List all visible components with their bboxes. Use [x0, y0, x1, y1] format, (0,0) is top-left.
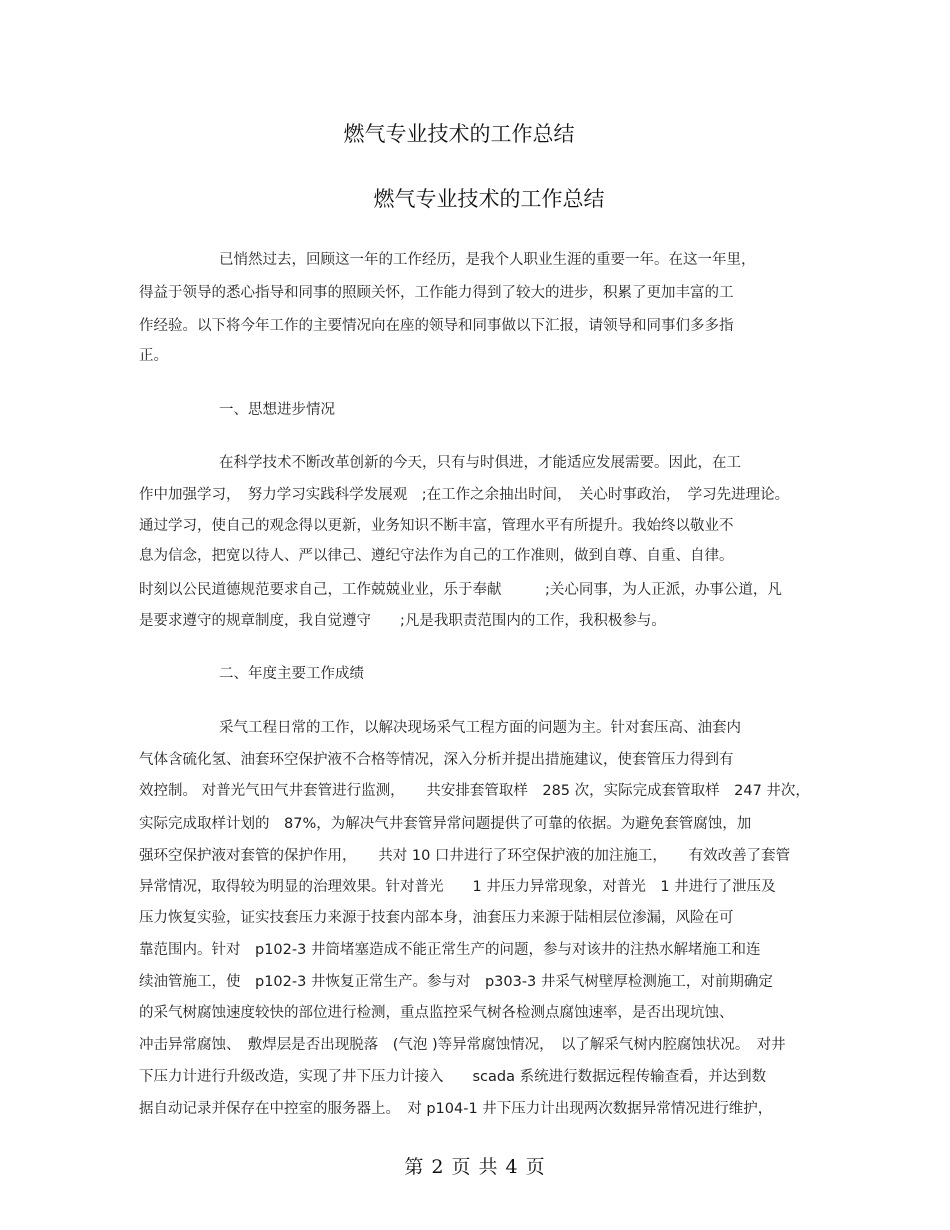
paragraph-line: 气体含硫化氢、油套环空保护液不合格等情况，深入分析并提出措施建议，使套管压力得到有 — [139, 752, 734, 768]
paragraph-line: 据自动记录并保存在中控室的服务器上。 对 p104-1 井下压力计出现两次数据异常情况进行维护， — [139, 1101, 773, 1117]
document-subtitle: 燃气专业技术的工作总结 — [373, 187, 605, 211]
paragraph-line: 通过学习，使自己的观念得以更新，业务知识不断丰富，管理水平有所提升。我始终以敬业不 — [139, 518, 734, 534]
paragraph-line: 靠范围内。针对 p102-3 井筒堵塞造成不能正常生产的问题，参与对该井的注热水解堵施工和连 — [139, 942, 761, 958]
paragraph-line: 冲击异常腐蚀、 敷焊层是否出现脱落 (气泡 )等异常腐蚀情况， 以了解采气树内腔腐蚀状况。 对井 — [139, 1037, 786, 1053]
intro-line: 正。 — [139, 348, 168, 364]
intro-line: 得益于领导的悉心指导和同事的照顾关怀，工作能力得到了较大的进步，积累了更加丰富的工 — [139, 285, 734, 301]
paragraph-line: 效控制。 对普光气田气井套管进行监测， 共安排套管取样 285 次，实际完成套管取样 247 井次， — [139, 783, 810, 799]
paragraph-line: 息为信念，把宽以待人、严以律己、遵纪守法作为自己的工作准则，做到自尊、自重、自律。 — [139, 548, 734, 564]
paragraph-line: 时刻以公民道德规范要求自己，工作兢兢业业，乐于奉献 ;关心同事，为人正派，办事公道，凡 — [139, 582, 782, 598]
paragraph-line: 强环空保护液对套管的保护作用， 共对 10 口井进行了环空保护液的加注施工， 有效改善了套管 — [139, 848, 791, 864]
paragraph-line: 下压力计进行升级改造，实现了井下压力计接入 scada 系统进行数据远程传输查看，并达到数 — [139, 1069, 767, 1085]
paragraph-line: 采气工程日常的工作，以解决现场采气工程方面的问题为主。针对套压高、油套内 — [219, 720, 741, 736]
section-heading: 一、思想进步情况 — [219, 402, 335, 418]
paragraph-line: 压力恢复实验，证实技套压力来源于技套内部本身，油套压力来源于陆相层位渗漏，风险在可 — [139, 910, 734, 926]
intro-line: 作经验。以下将今年工作的主要情况向在座的领导和同事做以下汇报，请领导和同事们多多指 — [139, 318, 734, 334]
paragraph-line: 的采气树腐蚀速度较快的部位进行检测，重点监控采气树各检测点腐蚀速率，是否出现坑蚀、 — [139, 1005, 734, 1021]
paragraph-line: 实际完成取样计划的 87%，为解决气井套管异常问题提供了可靠的依据。为避免套管腐蚀，加 — [139, 816, 752, 832]
paragraph-line: 异常情况，取得较为明显的治理效果。针对普光 1 井压力异常现象，对普光 1 井进行了泄压及 — [139, 879, 776, 895]
paragraph-line: 续油管施工，使 p102-3 井恢复正常生产。参与对 p303-3 井采气树壁厚检测施工，对前期确定 — [139, 974, 773, 990]
intro-line: 已悄然过去，回顾这一年的工作经历，是我个人职业生涯的重要一年。在这一年里， — [219, 252, 756, 268]
paragraph-line: 是要求遵守的规章制度，我自觉遵守 ;凡是我职责范围内的工作，我积极参与。 — [139, 613, 666, 629]
paragraph-line: 作中加强学习， 努力学习实践科学发展观 ;在工作之余抽出时间， 关心时事政治， 学习先进理论。 — [139, 487, 790, 503]
section-heading: 二、年度主要工作成绩 — [219, 666, 364, 682]
paragraph-line: 在科学技术不断改革创新的今天，只有与时俱进，才能适应发展需要。因此，在工 — [219, 455, 741, 471]
document-title: 燃气专业技术的工作总结 — [343, 122, 575, 146]
page-number: 第 2 页 共 4 页 — [404, 1156, 546, 1178]
